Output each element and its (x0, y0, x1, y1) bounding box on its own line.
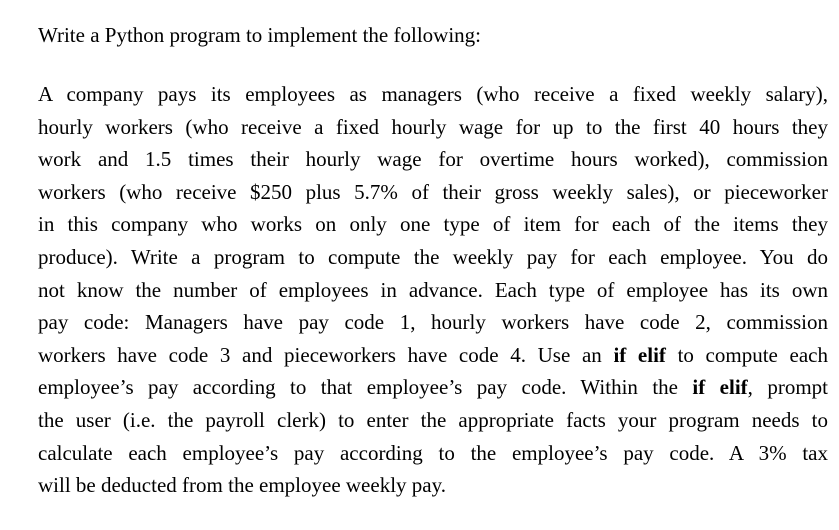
paragraph-line (38, 111, 828, 144)
problem-description (38, 78, 828, 502)
paragraph-last-line (38, 469, 828, 502)
text-run: , prompt (747, 375, 828, 400)
paragraph-line (38, 306, 828, 339)
paragraph-line (38, 241, 828, 274)
text-run: calculate each employee’s pay according to the employee’s pay code. A 3% tax (38, 440, 828, 465)
paragraph-line (38, 404, 828, 437)
paragraph-line (38, 371, 828, 404)
paragraph-line (38, 437, 828, 470)
text-run: pay code: Managers have pay code 1, hourly workers have code 2, commission (38, 310, 828, 335)
text-run: workers (who receive $250 plus 5.7% of their gross weekly sales), or pieceworker (38, 179, 828, 204)
text-run: not know the number of employees in advance. Each type of employee has its own (38, 277, 828, 302)
text-run: produce). Write a program to compute the weekly pay for each employee. You do (38, 244, 828, 269)
paragraph-line (38, 339, 828, 372)
text-run: employee’s pay according to that employee’s pay code. Within the (38, 375, 693, 400)
keyword-if-elif: if elif (613, 342, 666, 367)
text-run: workers have code 3 and pieceworkers have code 4. Use an (38, 342, 614, 367)
keyword-if-elif: if elif (692, 375, 748, 400)
paragraph-line (38, 78, 828, 111)
paragraph-line (38, 176, 828, 209)
text-run: A company pays its employees as managers (who receive a fixed weekly salary), (38, 82, 828, 106)
text-run: the user (i.e. the payroll clerk) to enter the appropriate facts your program needs to (38, 407, 828, 432)
paragraph-line (38, 208, 828, 241)
text-run: to compute each (665, 342, 828, 367)
text-run: in this company who works on only one type of item for each of the items they (38, 212, 828, 237)
text-run: will be deducted from the employee weekly pay. (38, 473, 446, 498)
text-run: work and 1.5 times their hourly wage for overtime hours worked), commission (38, 147, 828, 172)
text-run: hourly workers (who receive a fixed hourly wage for up to the first 40 hours they (38, 114, 828, 139)
assignment-heading: Write a Python program to implement the following: (38, 23, 481, 47)
paragraph-line (38, 143, 828, 176)
paragraph-line (38, 274, 828, 307)
